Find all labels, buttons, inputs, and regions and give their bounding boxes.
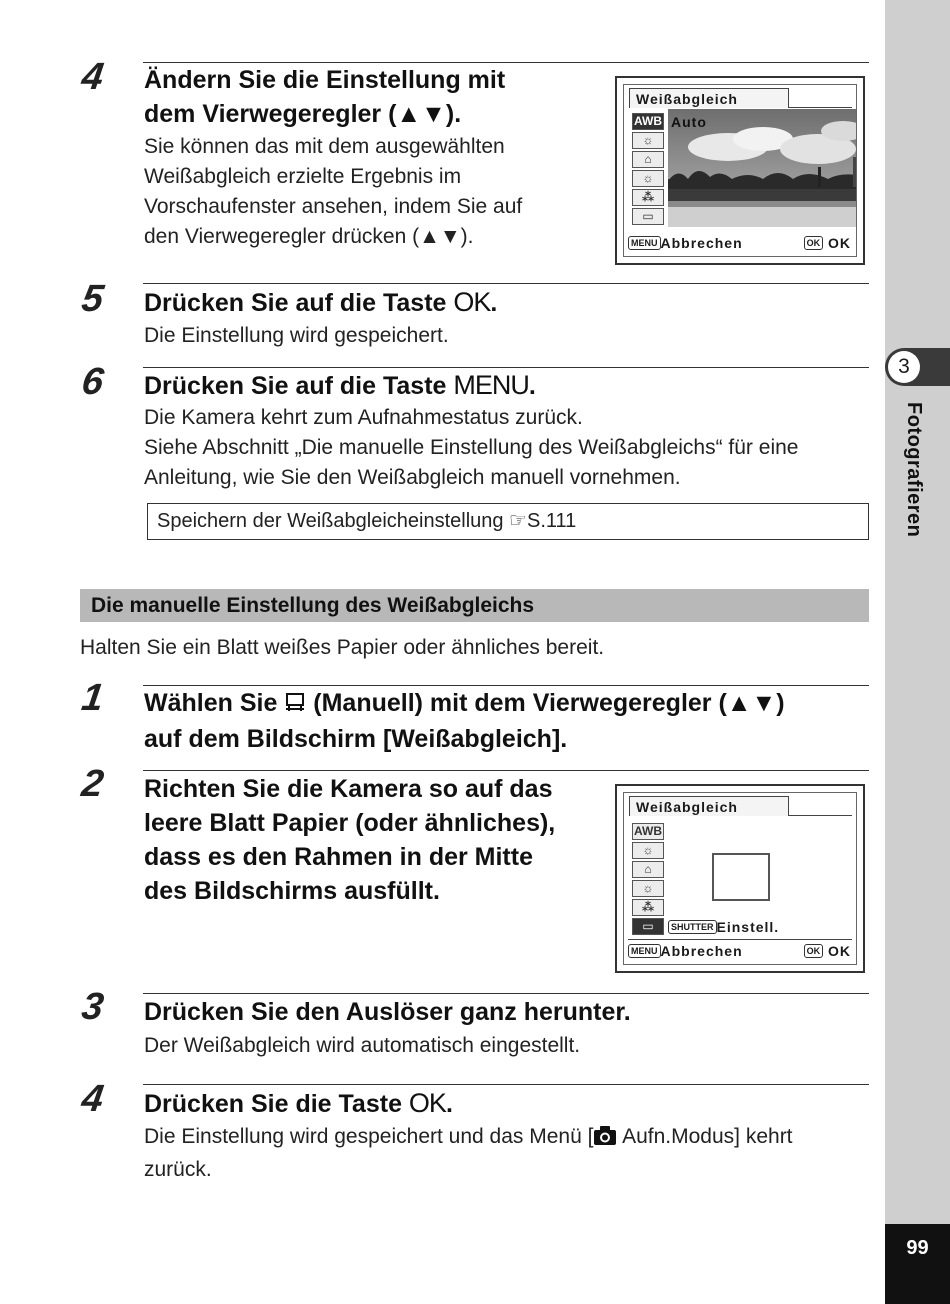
shutter-set-hint bbox=[668, 919, 779, 935]
measure-frame bbox=[712, 853, 770, 901]
heading-punct: . bbox=[528, 372, 536, 400]
heading-text: Drücken Sie auf die Taste bbox=[144, 372, 454, 400]
body-line: zurück. bbox=[144, 1158, 212, 1181]
step-body: Der Weißabgleich wird automatisch eingestellt. bbox=[144, 1034, 581, 1057]
page-number: 99 bbox=[885, 1224, 950, 1304]
body-line: Anleitung, wie Sie den Weißabgleich manuell vornehmen. bbox=[144, 466, 681, 489]
screen-footer bbox=[624, 232, 856, 254]
chapter-number: 3 bbox=[888, 351, 920, 383]
shade-icon: ⌂ bbox=[632, 861, 664, 878]
tungsten-icon: ☼ bbox=[632, 880, 664, 897]
ok-key-icon: OK bbox=[804, 236, 824, 250]
daylight-icon: ☼ bbox=[632, 842, 664, 859]
step-heading-line: auf dem Bildschirm [Weißabgleich]. bbox=[144, 725, 568, 753]
heading-punct: . bbox=[445, 1090, 453, 1118]
step-number: 5 bbox=[79, 278, 107, 320]
body-line: Vorschaufenster ansehen, indem Sie auf bbox=[144, 195, 523, 218]
section-intro: Halten Sie ein Blatt weißes Papier oder ähnliches bereit. bbox=[80, 636, 605, 659]
body-text: Die Einstellung wird gespeichert und das Menü [ bbox=[144, 1125, 594, 1148]
camera-screen-manual bbox=[615, 784, 865, 973]
body-line: Siehe Abschnitt „Die manuelle Einstellung des Weißabgleichs“ für eine bbox=[144, 436, 799, 459]
screen-frame bbox=[623, 84, 857, 257]
ok-hint bbox=[804, 943, 851, 959]
camera-screen-auto bbox=[615, 76, 865, 265]
screen-title: Weißabgleich bbox=[629, 796, 789, 816]
ok-label: OK bbox=[828, 943, 851, 959]
step-number: 2 bbox=[79, 763, 107, 805]
menu-key-icon: MENU bbox=[628, 944, 661, 958]
shade-icon: ⌂ bbox=[632, 151, 664, 168]
daylight-icon: ☼ bbox=[632, 132, 664, 149]
step-heading-line: dem Vierwegeregler (▲▼). bbox=[144, 100, 462, 128]
step-number: 3 bbox=[79, 986, 107, 1028]
shutter-key-icon: SHUTTER bbox=[668, 920, 717, 934]
step-number: 6 bbox=[79, 361, 107, 403]
wb-mode-list bbox=[632, 113, 666, 227]
manual-icon: ▭ bbox=[632, 918, 664, 935]
screen-title: Weißabgleich bbox=[629, 88, 789, 108]
manual-icon: ▭ bbox=[632, 208, 664, 225]
step-number: 4 bbox=[79, 1078, 107, 1120]
menu-cancel-hint bbox=[628, 943, 743, 959]
step-heading bbox=[144, 368, 536, 403]
step-body bbox=[144, 132, 522, 252]
body-text: Aufn.Modus] kehrt bbox=[617, 1125, 793, 1148]
heading-text: Drücken Sie die Taste bbox=[144, 1090, 409, 1118]
ok-label: OK bbox=[828, 235, 851, 251]
set-label: Einstell. bbox=[716, 919, 780, 935]
body-line: Die Kamera kehrt zum Aufnahmestatus zurück. bbox=[144, 406, 583, 429]
step-number: 4 bbox=[79, 56, 107, 98]
screen-footer bbox=[624, 940, 856, 962]
step-heading: Drücken Sie den Auslöser ganz herunter. bbox=[144, 998, 631, 1026]
tungsten-icon: ☼ bbox=[632, 170, 664, 187]
heading-text: (Manuell) mit dem Vierwegeregler (▲▼) bbox=[306, 689, 785, 717]
step-heading bbox=[144, 1086, 453, 1121]
menu-cancel-hint bbox=[628, 235, 743, 251]
ok-button-glyph: OK bbox=[408, 1088, 446, 1118]
menu-key-icon: MENU bbox=[628, 236, 661, 250]
awb-icon: AWB bbox=[634, 824, 662, 838]
body-line: den Vierwegeregler drücken (▲▼). bbox=[144, 225, 474, 248]
wb-mode-list bbox=[632, 823, 666, 937]
fluorescent-icon: ⁂ bbox=[632, 899, 664, 916]
heading-text: Wählen Sie bbox=[144, 689, 285, 717]
step-divider bbox=[143, 993, 869, 994]
step-divider bbox=[143, 283, 869, 284]
step-heading-line: Richten Sie die Kamera so auf das bbox=[144, 775, 553, 803]
step-number: 1 bbox=[79, 677, 107, 719]
selected-mode-label: Auto bbox=[671, 114, 707, 130]
screen-title-rule bbox=[789, 815, 852, 816]
ok-button-glyph: OK bbox=[453, 287, 491, 317]
step-body: Die Einstellung wird gespeichert. bbox=[144, 324, 449, 347]
body-line bbox=[144, 1122, 793, 1155]
ok-hint bbox=[804, 235, 851, 251]
step-heading bbox=[144, 285, 497, 320]
step-heading bbox=[144, 63, 505, 131]
chapter-sidebar bbox=[885, 0, 950, 1304]
body-line: Sie können das mit dem ausgewählten bbox=[144, 135, 505, 158]
ok-key-icon: OK bbox=[804, 944, 824, 958]
step-body bbox=[144, 403, 798, 493]
chapter-title: Fotografieren bbox=[903, 402, 925, 538]
screen-title-rule bbox=[789, 107, 852, 108]
heading-punct: . bbox=[490, 289, 498, 317]
step-heading-line: dass es den Rahmen in der Mitte bbox=[144, 843, 533, 871]
step-heading-line: Ändern Sie die Einstellung mit bbox=[144, 66, 506, 94]
screen-frame bbox=[623, 792, 857, 965]
step-heading bbox=[144, 686, 785, 756]
cancel-label: Abbrechen bbox=[660, 943, 743, 959]
awb-icon: AWB bbox=[634, 114, 662, 128]
fluorescent-icon: ⁂ bbox=[632, 189, 664, 206]
section-title: Die manuelle Einstellung des Weißabgleichs bbox=[80, 589, 869, 622]
menu-button-glyph: MENU bbox=[453, 370, 529, 400]
step-heading-line bbox=[144, 686, 785, 722]
heading-text: Drücken Sie auf die Taste bbox=[144, 289, 454, 317]
body-line: Weißabgleich erzielte Ergebnis im bbox=[144, 165, 462, 188]
step-heading-line: leere Blatt Papier (oder ähnliches), bbox=[144, 809, 556, 837]
step-heading-line: des Bildschirms ausfüllt. bbox=[144, 877, 440, 905]
step-divider bbox=[143, 770, 869, 771]
step-divider bbox=[143, 1084, 869, 1085]
camera-icon bbox=[593, 1125, 617, 1155]
step-body bbox=[144, 1122, 793, 1185]
cancel-label: Abbrechen bbox=[660, 235, 743, 251]
step-heading bbox=[144, 772, 555, 908]
reference-box: Speichern der Weißabgleicheinstellung ☞S.111 bbox=[147, 503, 869, 540]
manual-wb-icon bbox=[284, 688, 306, 722]
